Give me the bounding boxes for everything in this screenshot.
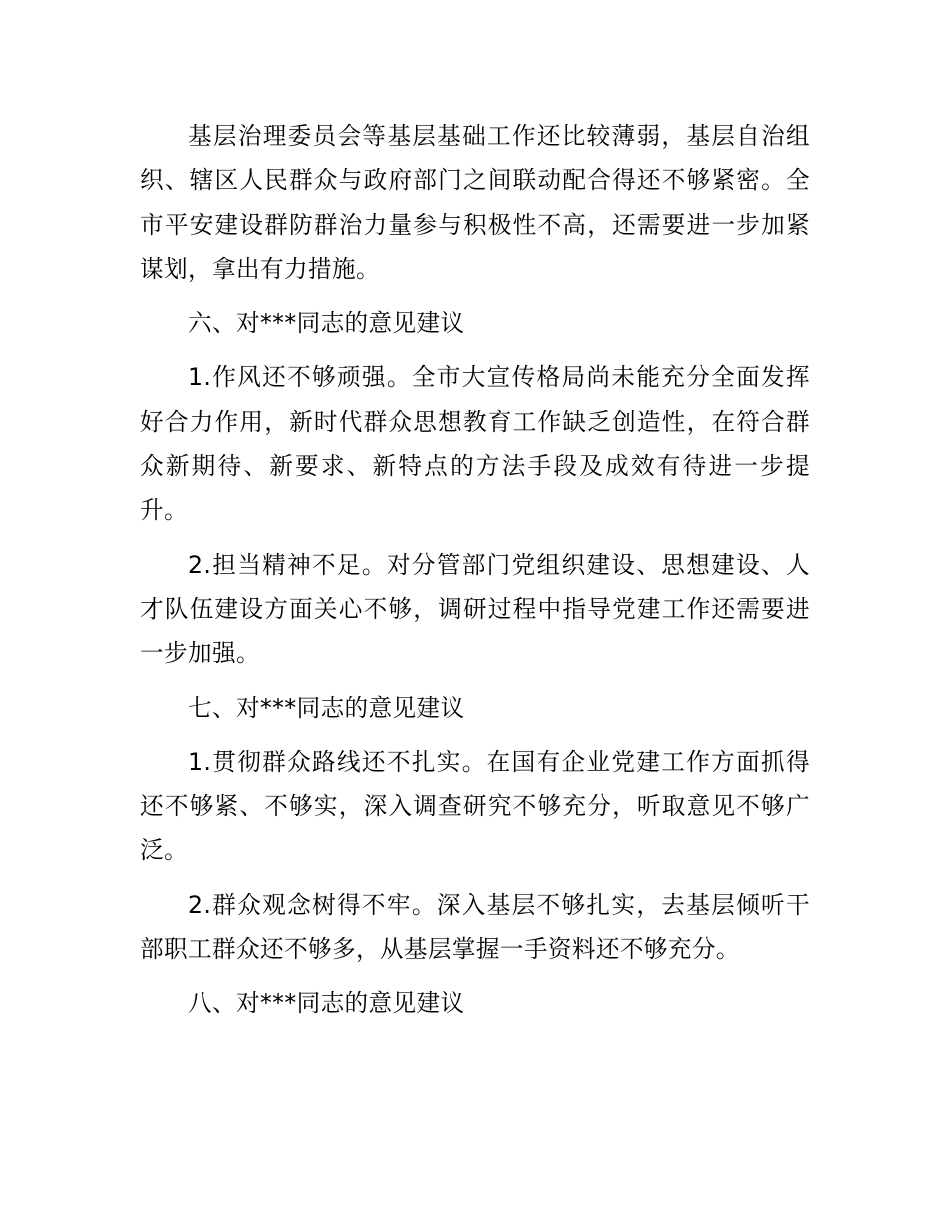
section-heading-eight: 八、对***同志的意见建议 bbox=[188, 989, 465, 1018]
section-heading-seven: 七、对***同志的意见建议 bbox=[188, 693, 465, 722]
paragraph-six-item-2: 2.担当精神不足。对分管部门党组织建设、思想建设、人才队伍建设方面关心不够，调研过程中指导党建工作还需要进一步加强。 bbox=[140, 550, 810, 668]
paragraph-seven-item-2: 2.群众观念树得不牢。深入基层不够扎实，去基层倾听干部职工群众还不够多，从基层掌握一手资料还不够充分。 bbox=[140, 890, 810, 964]
section-heading-six: 六、对***同志的意见建议 bbox=[188, 309, 465, 338]
paragraph-six-item-1: 1.作风还不够顽强。全市大宣传格局尚未能充分全面发挥好合力作用，新时代群众思想教育工作缺乏创造性，在符合群众新期待、新要求、新特点的方法手段及成效有待进一步提升。 bbox=[140, 363, 810, 525]
paragraph-grassroots-governance: 基层治理委员会等基层基础工作还比较薄弱，基层自治组织、辖区人民群众与政府部门之间联动配合得还不够紧密。全市平安建设群防群治力量参与积极性不高，还需要进一步加紧谋划，拿出有力措施。 bbox=[140, 122, 810, 283]
paragraph-seven-item-1: 1.贯彻群众路线还不扎实。在国有企业党建工作方面抓得还不够紧、不够实，深入调查研究不够充分，听取意见不够广泛。 bbox=[140, 747, 810, 865]
document-page bbox=[140, 114, 810, 1036]
